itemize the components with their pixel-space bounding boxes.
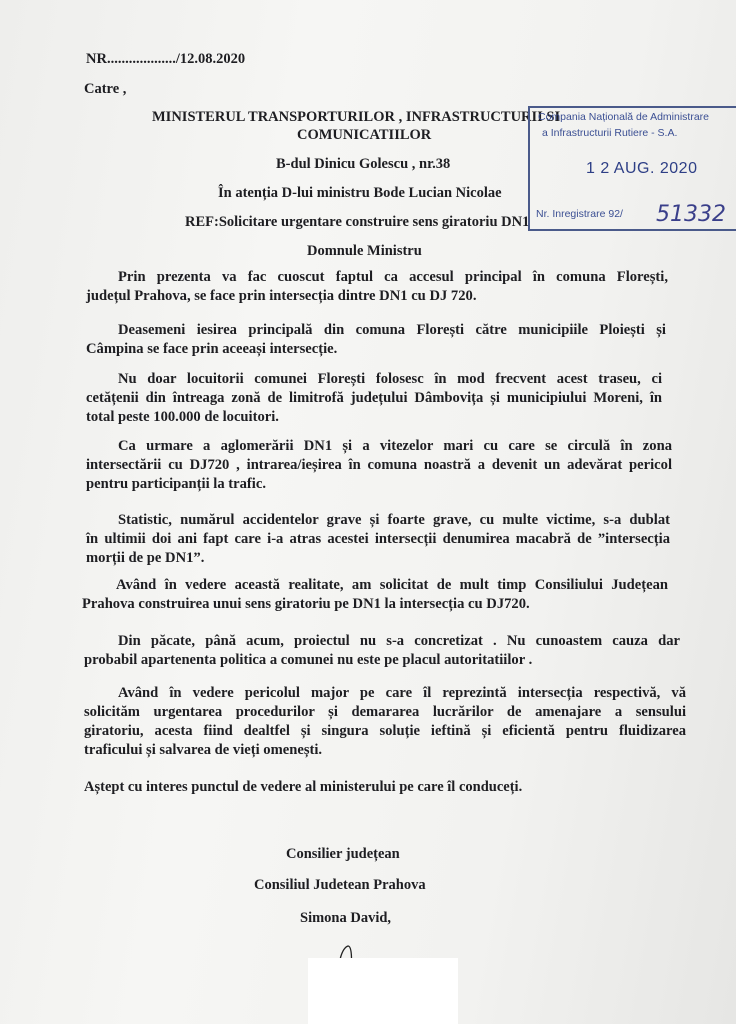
greeting: Domnule Ministru	[307, 243, 422, 259]
stamp-registration-number: 51332	[656, 202, 726, 227]
paragraph-line: cetățenii din întreaga zonă de limitrofă județului Dâmbovița și municipiului Moreni, în	[86, 390, 662, 406]
paragraph-line: total peste 100.000 de locuitori.	[86, 409, 279, 425]
recipient-attention: În atenția D-lui ministru Bode Lucian Nicolae	[218, 185, 502, 201]
paragraph-2	[86, 321, 666, 359]
paragraph-3	[86, 370, 662, 427]
paragraph-line: probabil apartenenta politica a comunei nu este pe placul autoritatiilor .	[84, 652, 533, 668]
stamp-company-line2: a Infrastructurii Rutiere - S.A.	[542, 127, 678, 139]
paragraph-line: giratoriu, acesta fiind dealtfel și singura soluție ieftină și eficientă pentru fluidizarea	[84, 723, 686, 739]
paragraph-line: pentru participanții la trafic.	[86, 476, 266, 492]
paragraph-line: Având în vedere această realitate, am solicitat de mult timp Consiliului Județean	[116, 577, 668, 593]
paragraph-line: intersectării cu DJ720 , intrarea/ieșirea în comuna noastră a devenit un adevărat pericol	[86, 457, 672, 473]
paragraph-line: Statistic, numărul accidentelor grave și foarte grave, cu multe victime, s-a dublat	[118, 512, 670, 528]
paragraph-line: solicităm urgentarea procedurilor și demararea lucrărilor de amenajare a sensului	[84, 704, 686, 720]
paragraph-8	[84, 684, 686, 760]
paragraph-line: Câmpina se face prin aceeași intersecție.	[86, 341, 338, 357]
paragraph-line: Deasemeni iesirea principală din comuna Florești către municipiile Ploiești și	[118, 322, 666, 338]
closing-paragraph: Aștept cu interes punctul de vedere al ministerului pe care îl conduceți.	[84, 779, 523, 795]
registration-stamp	[528, 106, 736, 231]
paragraph-4	[86, 437, 672, 494]
recipient-ministry-line1: MINISTERUL TRANSPORTURILOR , INFRASTRUCTURII SI	[152, 109, 561, 125]
recipient-address: B-dul Dinicu Golescu , nr.38	[276, 156, 451, 172]
stamp-company-line1: Compania Națională de Administrare	[538, 111, 710, 123]
paragraph-line: Având în vedere pericolul major pe care îl reprezintă intersecția respectivă, vă	[118, 685, 686, 701]
paragraph-line: Din păcate, până acum, proiectul nu s-a concretizat . Nu cunoastem cauza dar	[118, 633, 680, 649]
reference-number: NR.................../12.08.2020	[86, 51, 246, 67]
signatory-institution: Consiliul Judetean Prahova	[254, 877, 426, 893]
paragraph-line: județul Prahova, se face prin intersecția dintre DN1 cu DJ 720.	[86, 288, 477, 304]
paragraph-line: Nu doar locuitorii comunei Florești folosesc în mod frecvent acest traseu, ci	[118, 371, 662, 387]
recipient-ministry-line2: COMUNICATIILOR	[297, 127, 432, 143]
stamp-date: 1 2 AUG. 2020	[586, 160, 698, 177]
paragraph-line: Prin prezenta va fac cuoscut faptul ca accesul principal în comuna Florești,	[118, 269, 668, 285]
paragraph-line: morții de pe DN1”.	[86, 550, 205, 566]
signatory-title: Consilier județean	[286, 846, 400, 862]
addressee-label: Catre ,	[84, 81, 127, 97]
paragraph-line: în ultimii doi ani fapt care i-a atras acestei intersecții denumirea macabră de ”intersecția	[86, 531, 670, 547]
paragraph-line: Ca urmare a aglomerării DN1 și a vitezelor mari cu care se circulă în zona	[118, 438, 672, 454]
signatory-name: Simona David,	[300, 910, 392, 926]
paragraph-line: traficului și salvarea de vieți omenești.	[84, 742, 323, 758]
redacted-area	[308, 958, 458, 1024]
paragraph-line: Prahova construirea unui sens giratoriu pe DN1 la intersecția cu DJ720.	[82, 596, 530, 612]
paragraph-1	[86, 268, 668, 306]
paragraph-5	[86, 511, 670, 568]
paragraph-7	[84, 632, 680, 670]
subject-line: REF:Solicitare urgentare construire sens giratoriu DN1	[185, 214, 530, 230]
paragraph-6	[82, 576, 668, 614]
stamp-registration-label: Nr. Inregistrare 92/	[536, 208, 623, 220]
